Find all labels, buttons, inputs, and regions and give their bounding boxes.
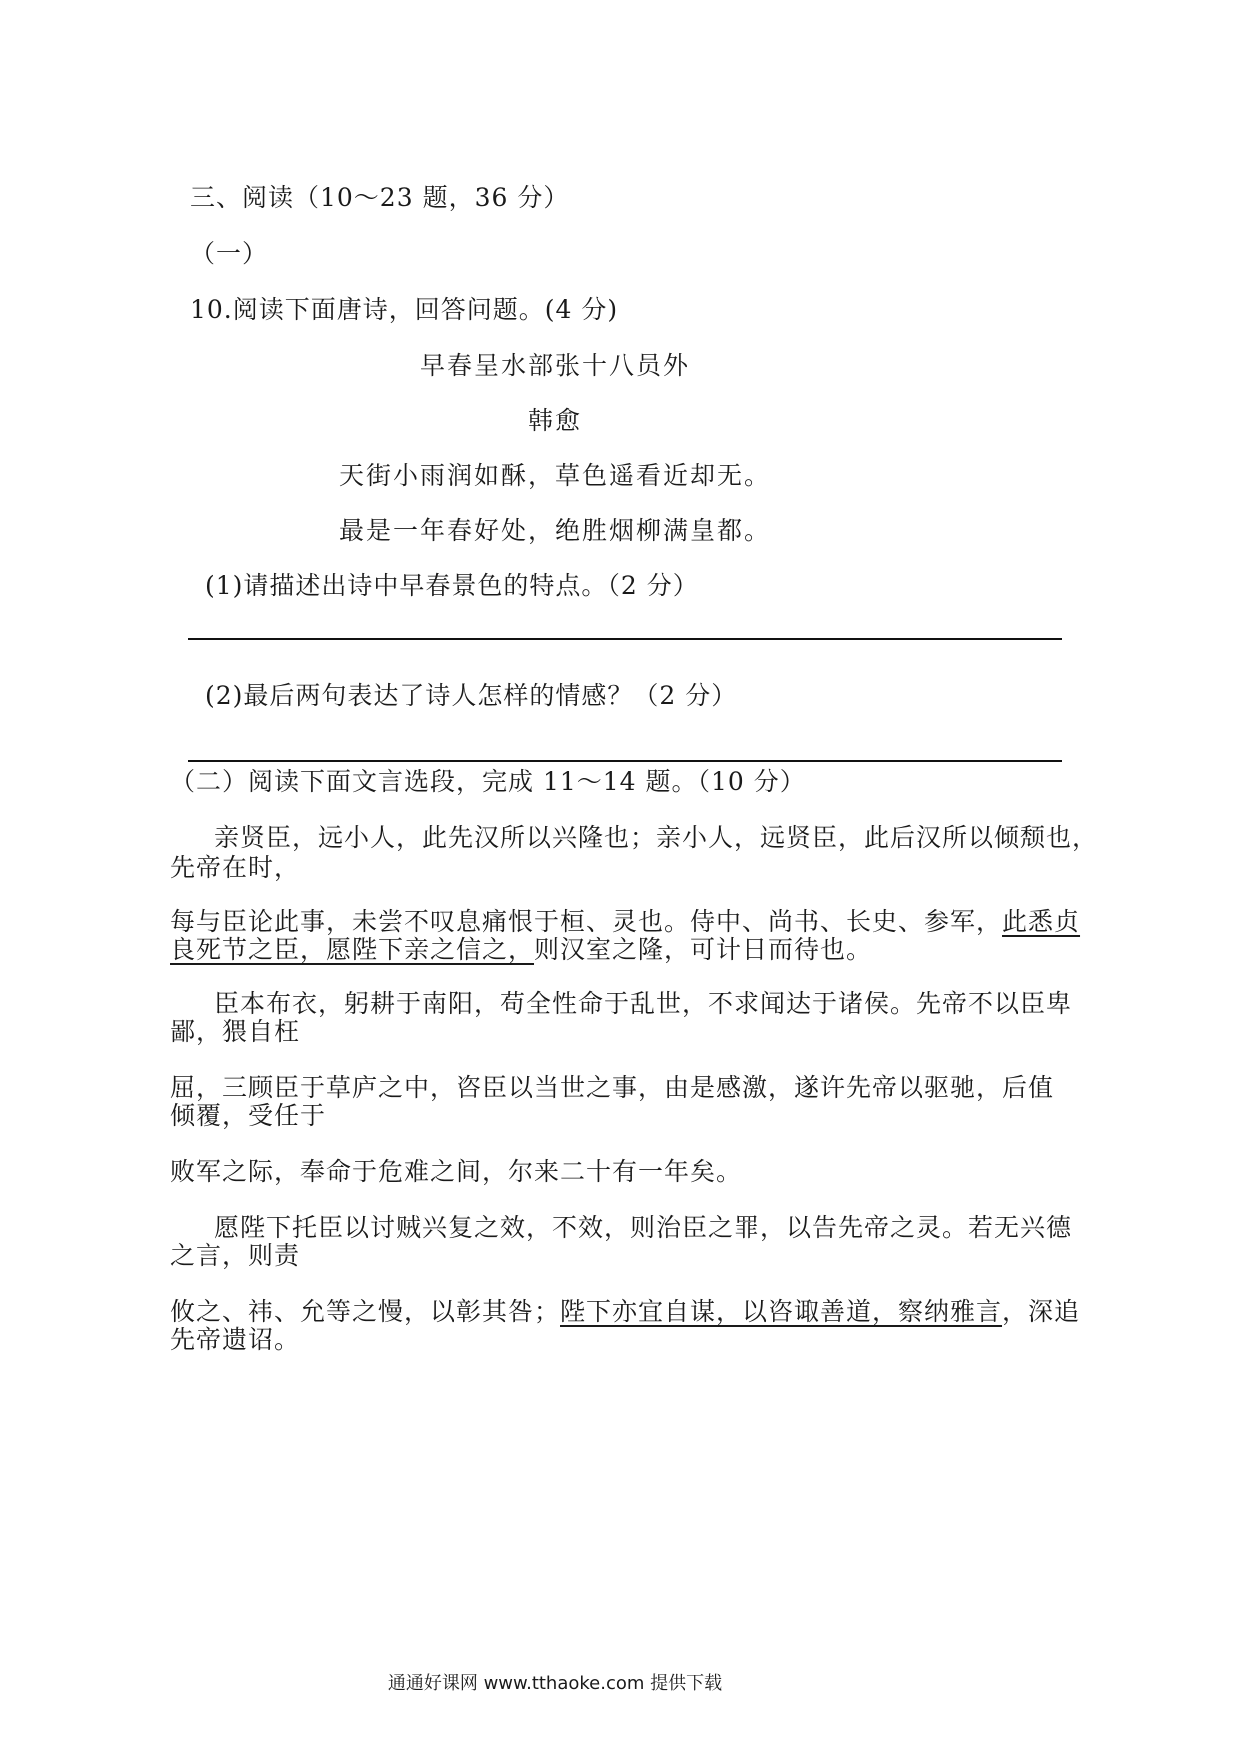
passage-p2-text-b: 则汉室之隆，可计日而待也。 xyxy=(534,935,873,964)
section-title: 三、阅读（10～23 题，36 分） xyxy=(190,183,570,212)
sub-question-1: (1)请描述出诗中早春景色的特点。（2 分） xyxy=(205,571,699,600)
part-one-label: （一） xyxy=(190,239,269,268)
underlined-sentence-2: 陛下亦宜自谋，以咨诹善道，察纳雅言 xyxy=(560,1297,1003,1326)
passage-p5-line1: 败军之际，奉命于危难之间，尔来二十有一年矣。 xyxy=(170,1157,743,1186)
poem-author: 韩愈 xyxy=(527,406,582,435)
poem-title: 早春呈水部张十八员外 xyxy=(419,351,690,380)
passage-p7-line1 xyxy=(170,1296,1080,1328)
passage-p4-line1: 屈，三顾臣于草庐之中，咨臣以当世之事，由是感激，遂许先帝以驱驰，后值 xyxy=(170,1073,1055,1102)
passage-p2-text-a: 每与臣论此事，未尝不叹息痛恨于桓、灵也。侍中、尚书、长史、参军， xyxy=(170,907,1003,936)
answer-line-2 xyxy=(188,760,1062,762)
underlined-sentence-1a: 此悉贞 xyxy=(1002,907,1081,936)
passage-p6-line1: 愿陛下托臣以讨贼兴复之效，不效，则治臣之罪，以告先帝之灵。若无兴德 xyxy=(214,1213,1073,1242)
passage-p7-line2: 先帝遗诏。 xyxy=(170,1325,301,1354)
passage-p4-line2: 倾覆，受任于 xyxy=(170,1101,327,1130)
answer-line-1 xyxy=(188,638,1062,640)
poem-line-1: 天街小雨润如酥，草色遥看近却无。 xyxy=(338,461,771,490)
passage-p1-line2: 先帝在时， xyxy=(170,853,301,882)
passage-p2-line2 xyxy=(170,934,872,966)
passage-p3-line2: 鄙，猥自枉 xyxy=(170,1017,301,1046)
underlined-sentence-1b: 良死节之臣，愿陛下亲之信之， xyxy=(170,935,535,964)
question-10-prompt: 10.阅读下面唐诗，回答问题。(4 分) xyxy=(190,295,619,324)
part-two-heading: （二）阅读下面文言选段，完成 11～14 题。（10 分） xyxy=(170,767,806,796)
passage-p7-text-a: 攸之、祎、允等之慢，以彰其咎； xyxy=(170,1297,561,1326)
poem-line-2: 最是一年春好处，绝胜烟柳满皇都。 xyxy=(338,516,771,545)
page-footer: 通通好课网 www.tthaoke.com 提供下载 xyxy=(387,1673,723,1694)
passage-p7-text-b: ，深追 xyxy=(1002,1297,1081,1326)
passage-p3-line1: 臣本布衣，躬耕于南阳，苟全性命于乱世，不求闻达于诸侯。先帝不以臣卑 xyxy=(214,989,1073,1018)
passage-p1-line1: 亲贤臣，远小人，此先汉所以兴隆也；亲小人，远贤臣，此后汉所以倾颓也， xyxy=(214,823,1099,852)
sub-question-2: (2)最后两句表达了诗人怎样的情感？（2 分） xyxy=(205,681,738,710)
passage-p6-line2: 之言，则责 xyxy=(170,1241,301,1270)
